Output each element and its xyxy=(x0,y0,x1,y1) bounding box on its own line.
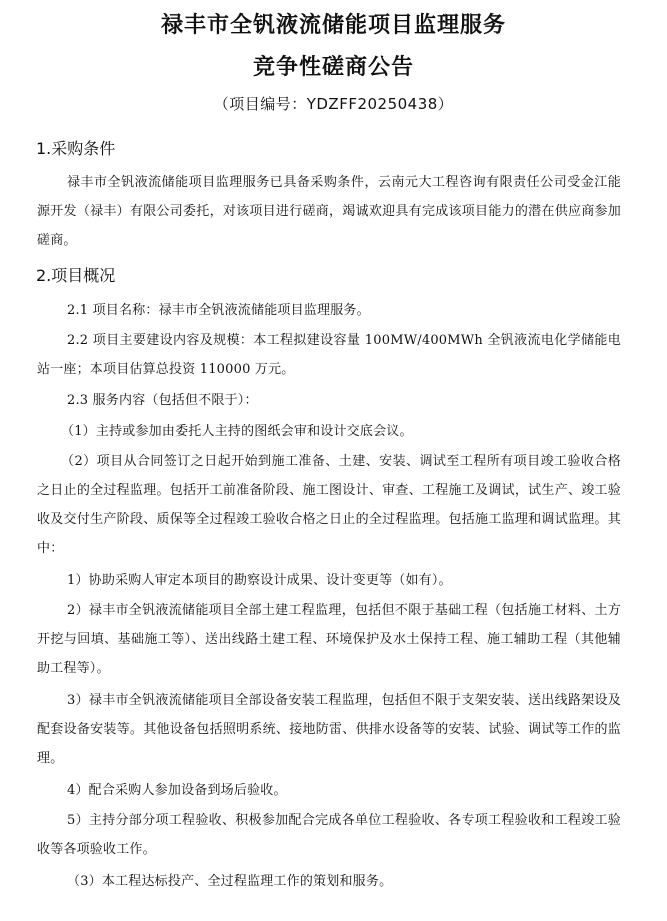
paragraph-service-content: 2.3 服务内容（包括但不限于）： xyxy=(67,393,258,408)
paragraph-subitem-3: 3）禄丰市全钒液流储能项目全部设备安装工程监理，包括但不限于支架安装、送出线路架设及配套设备安装等。其他设备包括照明系统、接地防雷、供排水设备等的安装、试验、调试等工作的监理。 xyxy=(37,693,621,766)
paragraph-subitem-1: 1）协助采购人审定本项目的勘察设计成果、设计变更等（如有）。 xyxy=(67,573,452,588)
paragraph-subitem-5: 5）主持分部分项工程验收、积极参加配合完成各单位工程验收、各专项工程验收和工程竣工验收等各项验收工作。 xyxy=(37,813,621,857)
paragraph-item-2: （2）项目从合同签订之日起开始到施工准备、土建、安装、调试至工程所有项目竣工验收合格之日止的全过程监理。包括开工前准备阶段、施工图设计、审查、工程施工及调试，试生产、竣工验收及交付生产阶段、质保等全过程竣工验收合格之日止的全过程监理。包括施工监理和调试监理。其中： xyxy=(37,454,621,556)
paragraph-project-name: 2.1 项目名称：禄丰市全钒液流储能项目监理服务。 xyxy=(67,303,370,318)
paragraph-procurement-conditions: 禄丰市全钒液流储能项目监理服务已具备采购条件，云南元大工程咨询有限责任公司受金江能源开发（禄丰）有限公司委托，对该项目进行磋商，竭诚欢迎具有完成该项目能力的潜在供应商参加磋商。 xyxy=(37,175,621,248)
paragraph-construction-scope: 2.2 项目主要建设内容及规模：本工程拟建设容量 100MW/400MWh 全钒液流电化学储能电站一座；本项目估算总投资 110000 万元。 xyxy=(37,333,621,377)
paragraph-item-1: （1）主持或参加由委托人主持的图纸会审和设计交底会议。 xyxy=(61,424,413,439)
section-heading-procurement-conditions: 1.采购条件 xyxy=(36,139,116,158)
document-title-line1: 禄丰市全钒液流储能项目监理服务 xyxy=(160,13,506,38)
paragraph-subitem-4: 4）配合采购人参加设备到场后验收。 xyxy=(67,783,287,798)
section-heading-project-overview: 2.项目概况 xyxy=(36,266,116,285)
document-title-line2: 竞争性磋商公告 xyxy=(252,55,414,80)
paragraph-item-3: （3）本工程达标投产、全过程监理工作的策划和服务。 xyxy=(67,874,393,889)
paragraph-subitem-2: 2）禄丰市全钒液流储能项目全部土建工程监理，包括但不限于基础工程（包括施工材料、土方开挖与回填、基础施工等）、送出线路土建工程、环境保护及水土保持工程、施工辅助工程（其他辅助工程等）。 xyxy=(37,603,621,676)
project-number: （项目编号：YDZFF20250438） xyxy=(213,95,454,113)
